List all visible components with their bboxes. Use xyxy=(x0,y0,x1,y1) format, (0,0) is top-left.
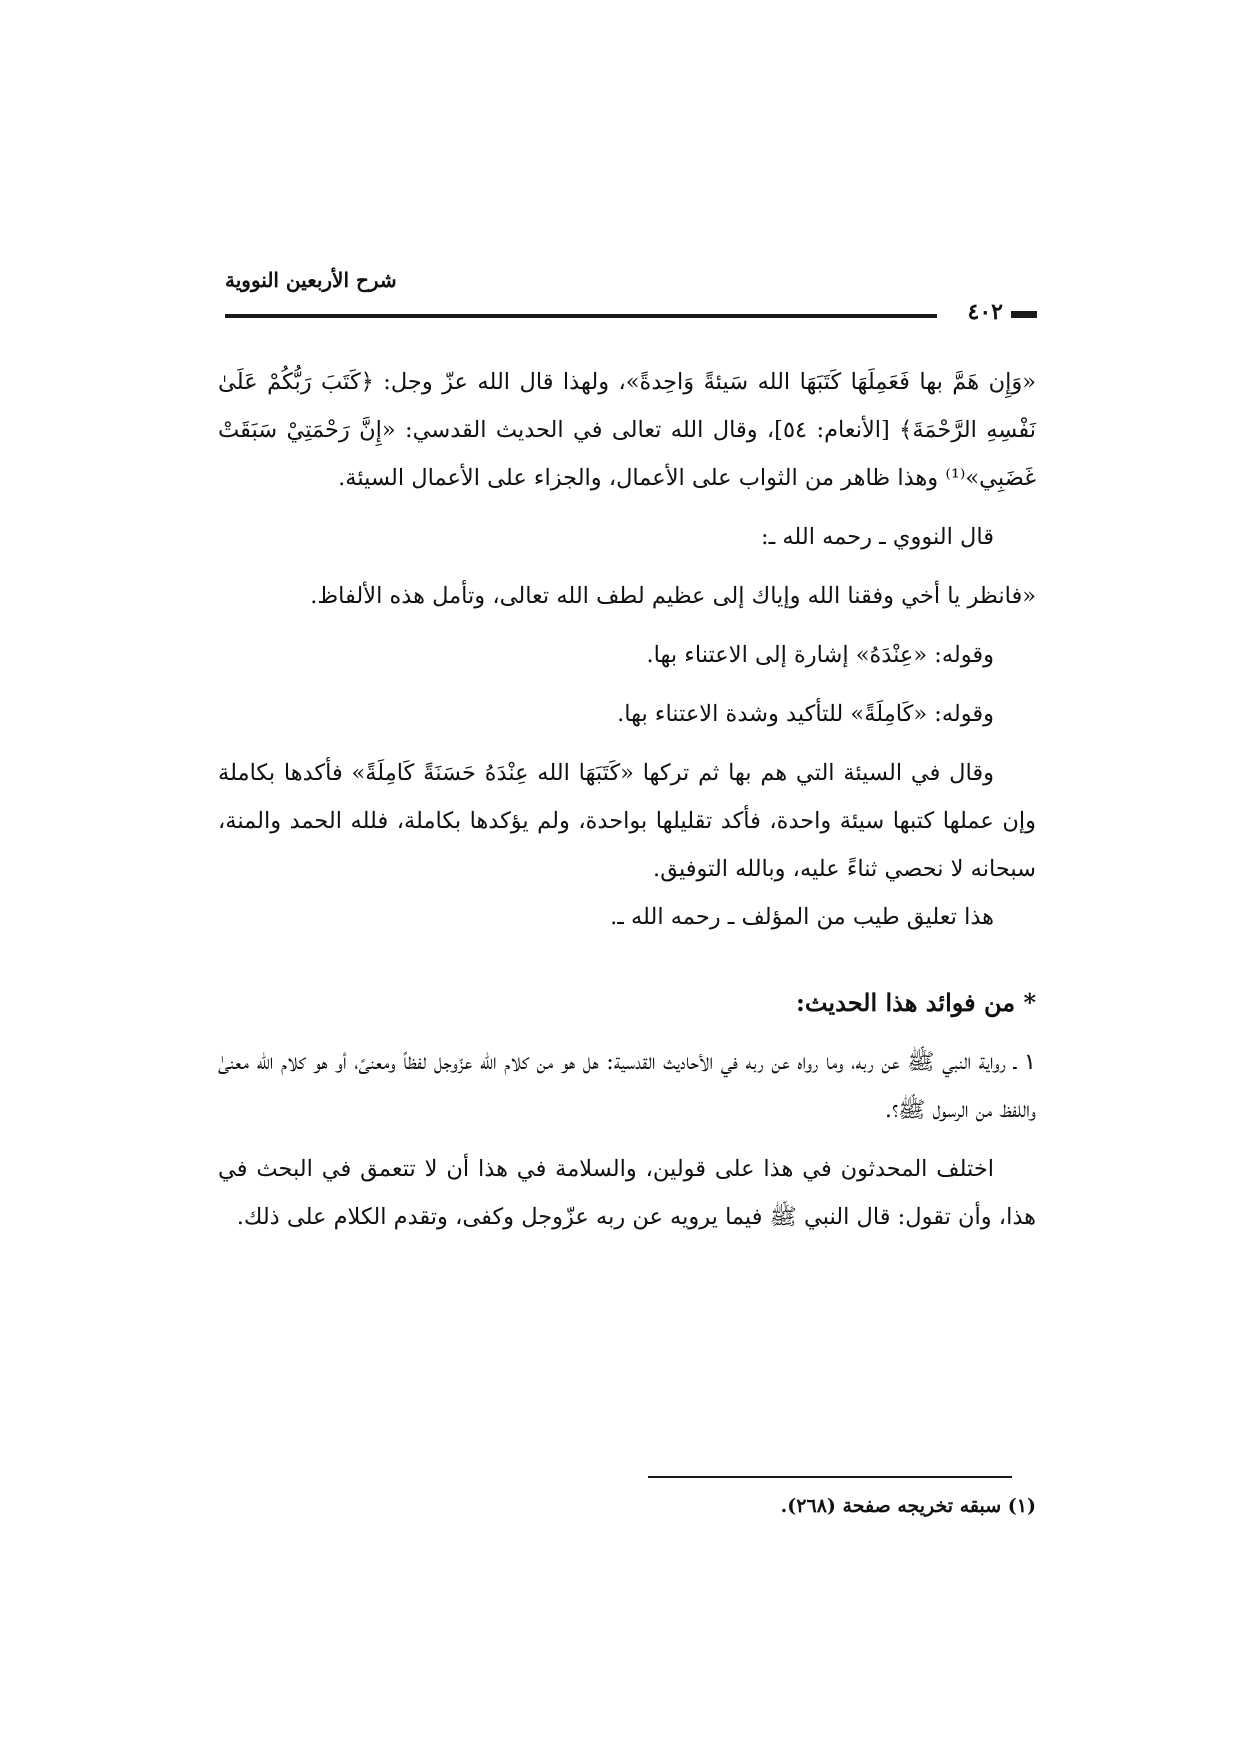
paragraph-nawawi-said: قال النووي ـ رحمه الله ـ: xyxy=(761,524,994,550)
footnote: (١) سبقه تخريجه صفحة (٢٦٨). xyxy=(780,1495,1036,1517)
header-ornament xyxy=(1011,311,1037,318)
page-number: ٤٠٢ xyxy=(967,299,1003,325)
header-rule xyxy=(225,314,937,318)
paragraph-benefit-1: ١ ـ رواية النبي ﷺ عن ربه، وما رواه عن ربه في الأحاديث القدسية: هل هو من كلام الله عزّوجل لفظاً ومعنىً، أو هو كلام الله معنىٰ واللفظ من الرسول ﷺ؟. xyxy=(218,1049,1036,1123)
section-heading-benefits: * من فوائد هذا الحديث: xyxy=(795,988,1036,1017)
paragraph-indahu: وقوله: «عِنْدَهُ» إشارة إلى الاعتناء بها. xyxy=(646,642,994,668)
paragraph-comment: هذا تعليق طيب من المؤلف ـ رحمه الله ـ. xyxy=(610,904,994,930)
paragraph-sayyiah: وقال في السيئة التي هم بها ثم تركها «كَتَبَهَا الله عِنْدَهُ حَسَنَةً كَامِلَةً» فأكدها بكاملة وإن عملها كتبها سيئة واحدة، فأكد تقليلها بواحدة، ولم يؤكدها بكاملة، فلله الحمد والمنة، سبحانه لا نحصي ثناءً عليه، وبالله التوفيق. xyxy=(218,760,1036,882)
paragraph-scholars-differ: اختلف المحدثون في هذا على قولين، والسلامة في هذا أن لا تتعمق في البحث في هذا، وأن تقول: قال النبي ﷺ فيما يرويه عن ربه عزّوجل وكفى، وتقدم الكلام على ذلك. xyxy=(218,1156,1036,1230)
paragraph-hadith-quote: «وَإِن هَمَّ بها فَعَمِلَهَا كَتَبَهَا الله سَيئةً وَاحِدةً»، ولهذا قال الله عزّ وجل: ﴿كَتَبَ رَبُّكُمْ عَلَىٰ نَفْسِهِ الرَّحْمَةَ﴾ [الأنعام: ٥٤]، وقال الله تعالى في الحديث القدسي: «إِنَّ رَحْمَتِيْ سَبَقَتْ غَضَبِي»⁽¹⁾ وهذا ظاهر من الثواب على الأعمال، والجزاء على الأعمال السيئة. xyxy=(218,369,1036,491)
book-title: شرح الأربعين النووية xyxy=(225,268,397,292)
paragraph-look-brother: «فانظر يا أخي وفقنا الله وإياك إلى عظيم لطف الله تعالى، وتأمل هذه الألفاظ. xyxy=(310,583,1036,609)
paragraph-kamilah: وقوله: «كَامِلَةً» للتأكيد وشدة الاعتناء بها. xyxy=(617,701,994,727)
page-body xyxy=(218,358,1036,1241)
footnote-rule xyxy=(648,1476,1012,1478)
running-header xyxy=(225,268,1037,324)
